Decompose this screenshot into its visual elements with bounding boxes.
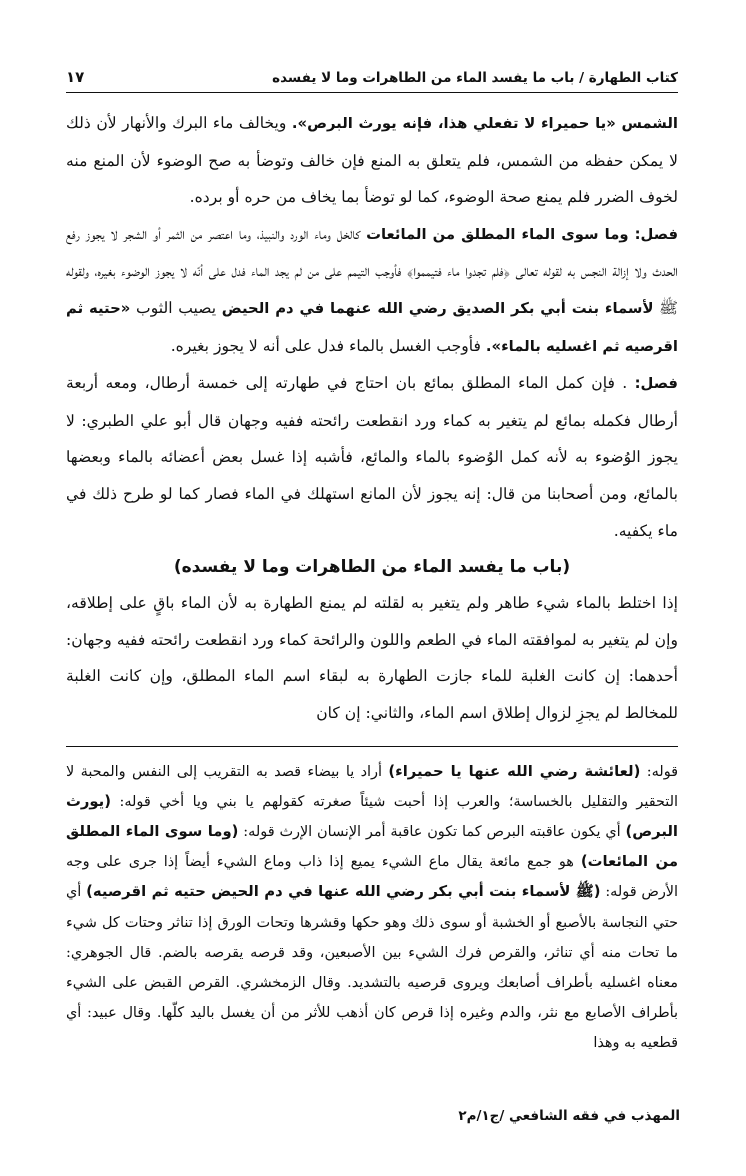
bold-phrase: (وما سوى الماء المطلق من المائعات) [66, 822, 678, 871]
bold-phrase: (يورث البرص) [66, 792, 679, 840]
text-run: أي حتي النجاسة بالأصبع أو الخشبة أو سوى ذلك وهو حكها وقشرها وتحات الورق إذا تناثر وحتات كل شيء ما تحات منه أي تناثر، والقرص فرك الشيء بين الأصبعين، وقد قرصه يقرصه بالضم. قال الجوهري: معناه اغسليه بأطراف أصابعك ويروى قرصيه بالتشديد. وقال الزمخشري. القرص القبض على الشيء بأطراف الأصابع مع نثر، والدم وغيره إذا قرص كان أذهب للأثر من أن يغسل باليد كلّها. وقال عبيد: أي قطعيه به وهذا [66, 884, 678, 1052]
text-run: قوله: [640, 763, 679, 780]
text-run: . فإن كمل الماء المطلق بمائع بان احتاج في طهارته إلى خمسة أرطال، ومعه أربعة أرطال فكمله بمائع لم يتغير به كماء ورد انقطعت رائحته ففيه وجهان قال أبو علي الطبري: لا يجوز الوُضوء به لأنه كمل الوُضوء بالماء والمائع، فأشبه إذا غسل بعض أعضائه بالماء وبعضها بالمائع، ومن أصحابنا من قال: إنه يجوز لأن المانع استهلك في الماء فصار كما لو طرح ذلك في ماء يكفيه. [66, 374, 678, 540]
bold-phrase: (ﷺ لأسماء بنت أبي بكر رضي الله عنها في دم الحيض حتيه ثم اقرصيه) [86, 883, 601, 901]
book-signature: المهذب في فقه الشافعي /ج١/م٢ [458, 1108, 680, 1124]
paragraph [66, 585, 678, 731]
chapter-title: (باب ما يفسد الماء من الطاهرات وما لا يفسده) [173, 557, 571, 578]
paragraph [66, 105, 678, 216]
footnotes [66, 757, 678, 1059]
section-heading: فصل: [634, 375, 678, 393]
paragraph [66, 365, 678, 549]
page-number: ١٧ [66, 68, 85, 86]
text-run: كالخل وماء الورد والنبيذ، وما اعتصر من الثمر أو الشجر لا يجوز رفع الحدث ولا إزالة النجس به لقوله تعالى ﴿فلم تجدوا ماء فتيمموا﴾ فأوجب التيمم على من لم يجد الماء فدل على أنّه لا يجوز الوضوء بغيره، ولقوله ﷺ [66, 224, 679, 317]
text-run: ويخالف ماء البرك والأنهار لأن ذلك لا يمكن حفظه من الشمس، فلم يتعلق به المنع فإن خالف وتوضأ به صح الوضوء لأن المنع منه لخوف الضرر فلم يمنع صحة الوضوء، كما لو توضأ بما يخاف من حره أو برده. [66, 114, 679, 207]
text-run: فأوجب الغسل بالماء فدل على أنه لا يجوز بغيره. [170, 336, 486, 355]
running-header [66, 60, 678, 93]
footnote-separator [66, 746, 678, 747]
section-heading: فصل: وما سوى الماء المطلق من المائعات [366, 225, 679, 243]
running-title: كتاب الطهارة / باب ما يفسد الماء من الطاهرات وما لا يفسده [272, 70, 678, 86]
bold-phrase: «حتيه ثم اقرصيه ثم اغسليه بالماء». [66, 299, 678, 355]
paragraph [66, 216, 678, 365]
bold-phrase: (لعائشة رضي الله عنها يا حميراء) [388, 762, 641, 780]
text-run: أي يكون عاقبته البرص كما تكون عاقبة أمر الإنسان الإرث قوله: [238, 823, 626, 840]
book-page [66, 60, 678, 1059]
text-run: إذا اختلط بالماء شيء طاهر ولم يتغير به لقلته لم يمنع الطهارة به لأن الماء باقٍ على إطلاقه، وإن لم يتغير به لموافقته الماء في الطعم واللون والرائحة كماء ورد انقطعت رائحته ففيه وجهان: أحدهما: إن كانت الغلبة للماء جازت الطهارة به لبقاء اسم الماء المطلق، وإن كانت الغلبة للمخالط لم يجزِ لزوال إطلاق اسم الماء، والثاني: إن كان [66, 594, 678, 722]
main-text [66, 105, 678, 732]
text-run: أراد يا بيضاء قصد به التقريب إلى النفس والمحبة لا التحقير والتقليل بالخساسة؛ والعرب إذا أحبت شيئاً صغرته كقولهم يا بني ويا أخي قوله: [66, 763, 678, 810]
bold-phrase: لأسماء بنت أبي بكر الصديق رضي الله عنهما في دم الحيض [221, 299, 654, 317]
text-run: هو جمع مائعة يقال ماع الشيء يميع إذا ذاب وماع الشيء أيضاً إذا جرى على وجه الأرض قوله: [66, 854, 678, 901]
footnote [66, 757, 678, 1059]
bold-phrase: الشمس «يا حميراء لا تفعلي هذا، فإنه يورث البرص». [291, 115, 678, 132]
text-run: يصيب الثوب [130, 298, 222, 317]
